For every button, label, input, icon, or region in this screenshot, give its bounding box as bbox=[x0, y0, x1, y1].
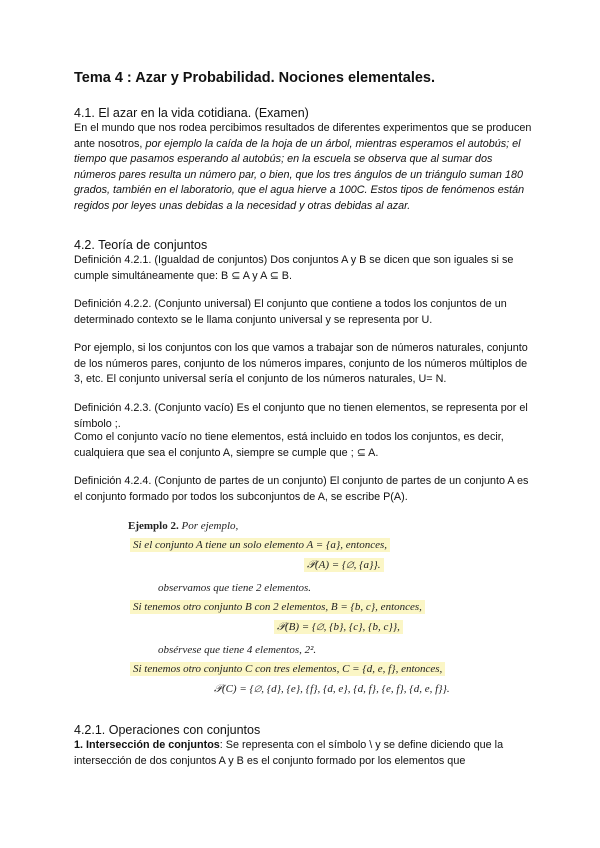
definition-4-2-4: Definición 4.2.4. (Conjunto de partes de un conjunto) El conjunto de partes de un conjunto A es el conjunto formado por todos los subconjuntos de A, se escribe P(A). bbox=[74, 475, 529, 503]
paragraph-italic-text: por ejemplo la caída de la hoja de un árbol, mientras esperamos el autobús; el tiempo que pasamos esperando al autobús; en la escuela se observa que al sumar dos números pares resulta un número par, o bien, que los tres ángulos de un triángulo suman 180 grados, también en el laboratorio, que el agua hierve a 100C. Estos tipos de fenómenos están regidos por leyes unas debidas a la necesidad y otras debidas al azar. bbox=[74, 137, 525, 212]
section-4-1-heading: 4.1. El azar en la vida cotidiana. (Examen) bbox=[74, 106, 309, 120]
example-line-8: 𝒫(C) = {∅, {d}, {e}, {f}, {d, e}, {d, f}, {e, f}, {d, e, f}}. bbox=[214, 683, 450, 695]
example-label: Ejemplo 2. bbox=[128, 520, 179, 532]
example-label-line bbox=[128, 520, 238, 532]
example-line-4 bbox=[130, 601, 425, 613]
definition-4-2-3: Definición 4.2.3. (Conjunto vacío) Es el conjunto que no tienen elementos, se representa por el símbolo ;. bbox=[74, 402, 528, 430]
section-4-2-1-heading: 4.2.1. Operaciones con conjuntos bbox=[74, 723, 261, 737]
intersection-lead: 1. Intersección de conjuntos bbox=[74, 739, 220, 751]
definition-4-2-1: Definición 4.2.1. (Igualdad de conjuntos) Dos conjuntos A y B se dicen que son iguales si se cumple simultáneamente que: B ⊆ A y A ⊆ B. bbox=[74, 254, 514, 282]
section-4-2-heading: 4.2. Teoría de conjuntos bbox=[74, 238, 208, 252]
section-4-1-paragraph bbox=[74, 121, 534, 214]
example-2-image bbox=[128, 520, 474, 700]
paragraph-normal-text: En el mundo que nos rodea percibimos resultados de diferentes experimentos que se producen ante nosotros, bbox=[74, 122, 532, 150]
example-line-1 bbox=[130, 539, 390, 551]
example-line-3: observamos que tiene 2 elementos. bbox=[158, 582, 312, 594]
example-line-2 bbox=[304, 559, 384, 572]
definition-4-2-2: Definición 4.2.2. (Conjunto universal) El conjunto que contiene a todos los conjuntos de un determinado contexto se le llama conjunto universal y se representa por U. bbox=[74, 298, 507, 326]
intersection-text: : Se representa con el símbolo \ y se define diciendo que la intersección de dos conjuntos A y B es el conjunto formado por los elementos que bbox=[74, 739, 504, 767]
example-label-italic: Por ejemplo, bbox=[181, 520, 239, 532]
example-line-4-text: Si tenemos otro conjunto B con 2 elementos, B = {b, c}, entonces, bbox=[130, 600, 425, 614]
example-line-7-text: Si tenemos otro conjunto C con tres elementos, C = {d, e, f}, entonces, bbox=[130, 662, 445, 676]
universal-set-example: Por ejemplo, si los conjuntos con los que vamos a trabajar son de números naturales, conjunto de los números pares, conjunto de los números impares, conjunto de los números múltiplos de 3, etc. El conjunto universal sería el conjunto de los números naturales, U= N. bbox=[74, 342, 528, 385]
example-line-1-text: Si el conjunto A tiene un solo elemento A = {a}, entonces, bbox=[130, 538, 390, 552]
example-line-7 bbox=[130, 663, 445, 675]
example-line-5 bbox=[274, 621, 403, 634]
intersection-paragraph bbox=[74, 738, 534, 769]
example-line-2-text: 𝒫(A) = {∅, {a}}. bbox=[304, 558, 384, 572]
example-line-5-text: 𝒫(B) = {∅, {b}, {c}, {b, c}}, bbox=[274, 620, 403, 634]
example-line-6: obsérvese que tiene 4 elementos, 2². bbox=[158, 644, 317, 656]
empty-set-note: Como el conjunto vacío no tiene elementos, está incluido en todos los conjuntos, es decir, cualquiera que sea el conjunto A, siempre se cumple que ; ⊆ A. bbox=[74, 431, 504, 459]
page-title: Tema 4 : Azar y Probabilidad. Nociones elementales. bbox=[74, 70, 436, 86]
